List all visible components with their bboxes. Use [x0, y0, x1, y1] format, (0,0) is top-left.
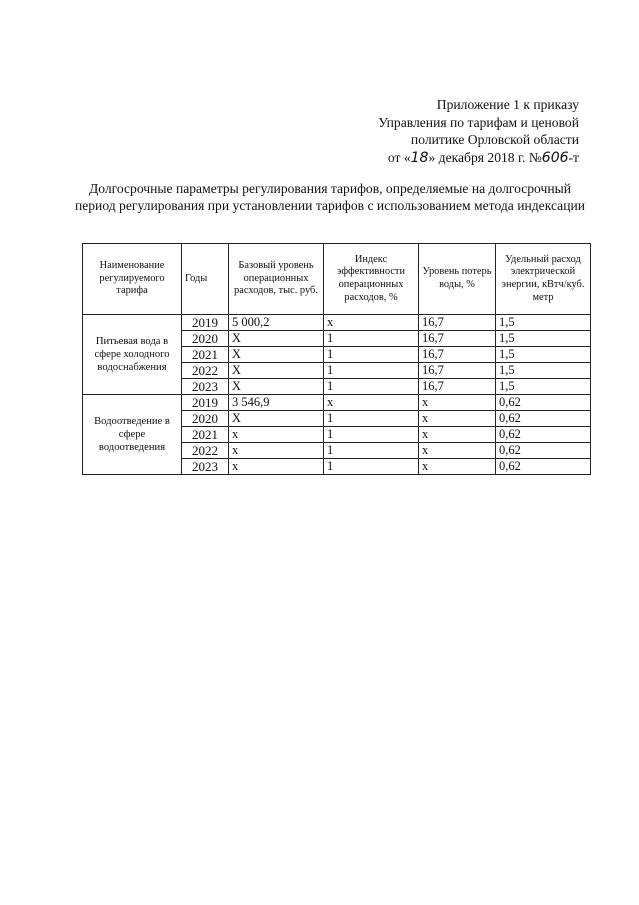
efficiency-index-cell: х [324, 315, 419, 331]
water-loss-cell: х [419, 395, 496, 411]
base-level-cell: Х [229, 379, 324, 395]
base-level-cell: х [229, 427, 324, 443]
appendix-line-4 [378, 149, 579, 168]
base-level-cell: х [229, 459, 324, 475]
tariff-name-cell: Водоотведение в сфере водоотведения [83, 395, 182, 475]
base-level-cell: Х [229, 363, 324, 379]
water-loss-cell: 16,7 [419, 363, 496, 379]
water-loss-cell: 16,7 [419, 347, 496, 363]
header-energy-consumption: Удельный расход электрической энергии, кВтч/куб. метр [496, 244, 591, 315]
header-base-level: Базовый уровень операционных расходов, тыс. руб. [229, 244, 324, 315]
efficiency-index-cell: 1 [324, 411, 419, 427]
year-cell: 2022 [182, 363, 229, 379]
year-cell: 2022 [182, 443, 229, 459]
date-prefix: от « [387, 149, 411, 165]
year-cell: 2023 [182, 379, 229, 395]
efficiency-index-cell: х [324, 395, 419, 411]
efficiency-index-cell: 1 [324, 347, 419, 363]
efficiency-index-cell: 1 [324, 459, 419, 475]
energy-cell: 0,62 [496, 443, 591, 459]
year-cell: 2020 [182, 331, 229, 347]
energy-cell: 0,62 [496, 411, 591, 427]
header-years: Годы [182, 244, 229, 315]
table-row [83, 395, 591, 411]
document-title: Долгосрочные параметры регулирования тарифов, определяемые на долгосрочный период регулирования при установлении тарифов с использованием метода индексации [74, 181, 586, 213]
water-loss-cell: х [419, 427, 496, 443]
efficiency-index-cell: 1 [324, 379, 419, 395]
water-loss-cell: 16,7 [419, 331, 496, 347]
table-header-row [83, 244, 591, 315]
year-cell: 2019 [182, 315, 229, 331]
energy-cell: 0,62 [496, 395, 591, 411]
header-tariff-name: Наименование регулируемого тарифа [83, 244, 182, 315]
energy-cell: 0,62 [496, 459, 591, 475]
energy-cell: 1,5 [496, 363, 591, 379]
date-middle: » декабря 2018 г. № [428, 149, 542, 165]
energy-cell: 0,62 [496, 427, 591, 443]
appendix-header [378, 96, 579, 167]
efficiency-index-cell: 1 [324, 331, 419, 347]
energy-cell: 1,5 [496, 379, 591, 395]
appendix-line-2: Управления по тарифам и ценовой [378, 114, 579, 130]
energy-cell: 1,5 [496, 331, 591, 347]
base-level-cell: 3 546,9 [229, 395, 324, 411]
year-cell: 2020 [182, 411, 229, 427]
header-water-loss: Уровень потерь воды, % [419, 244, 496, 315]
appendix-line-3: политике Орловской области [410, 132, 579, 147]
appendix-line-1: Приложение 1 к приказу [436, 97, 579, 112]
base-level-cell: х [229, 443, 324, 459]
handwritten-day: 18 [410, 149, 429, 166]
parameters-table [82, 243, 591, 475]
efficiency-index-cell: 1 [324, 427, 419, 443]
year-cell: 2021 [182, 427, 229, 443]
year-cell: 2023 [182, 459, 229, 475]
water-loss-cell: х [419, 443, 496, 459]
water-loss-cell: 16,7 [419, 379, 496, 395]
water-loss-cell: 16,7 [419, 315, 496, 331]
base-level-cell: Х [229, 347, 324, 363]
tariff-name-cell: Питьевая вода в сфере холодного водоснабжения [83, 315, 182, 395]
handwritten-number: 606 [541, 149, 569, 166]
energy-cell: 1,5 [496, 347, 591, 363]
number-suffix: -т [568, 149, 579, 165]
header-efficiency-index: Индекс эффективности операционных расходов, % [324, 244, 419, 315]
base-level-cell: Х [229, 331, 324, 347]
base-level-cell: Х [229, 411, 324, 427]
water-loss-cell: х [419, 459, 496, 475]
efficiency-index-cell: 1 [324, 443, 419, 459]
year-cell: 2019 [182, 395, 229, 411]
table-row [83, 315, 591, 331]
base-level-cell: 5 000,2 [229, 315, 324, 331]
water-loss-cell: х [419, 411, 496, 427]
efficiency-index-cell: 1 [324, 363, 419, 379]
energy-cell: 1,5 [496, 315, 591, 331]
year-cell: 2021 [182, 347, 229, 363]
